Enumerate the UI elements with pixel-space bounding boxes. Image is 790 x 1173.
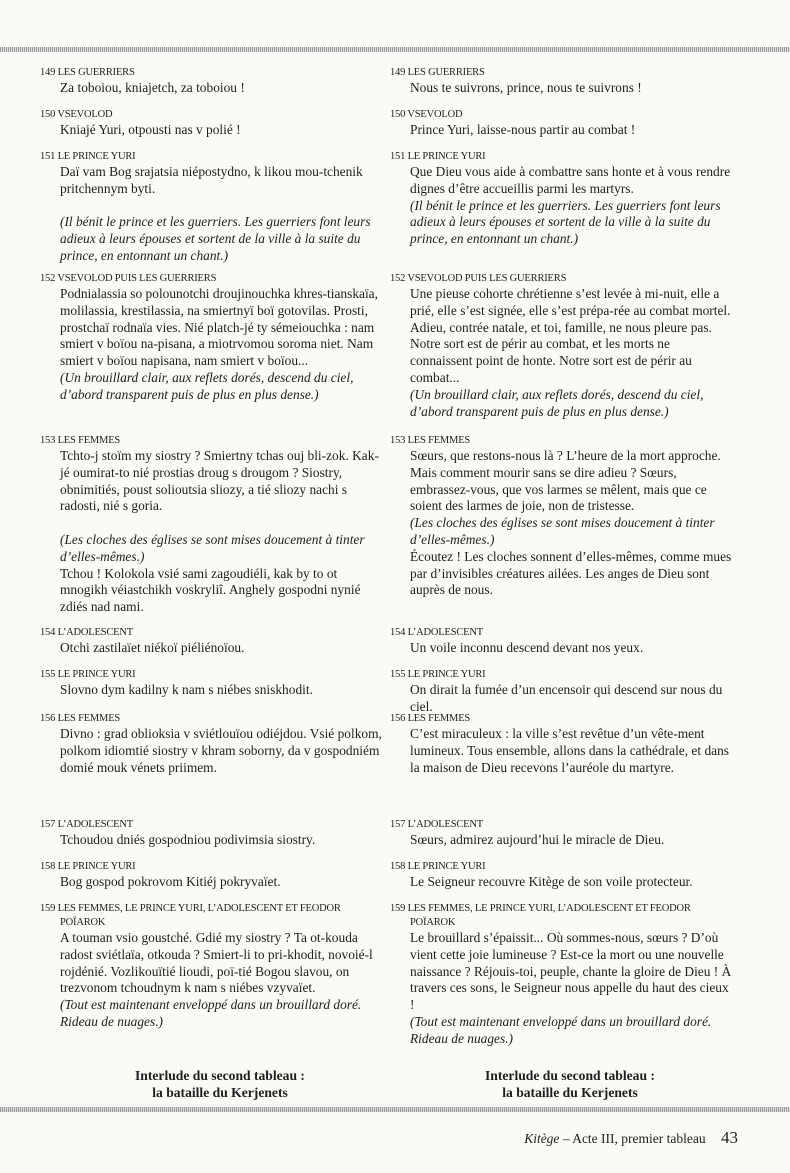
dialogue-text (390, 286, 732, 420)
stage-direction: (Il bénit le prince et les guerriers. Les guerriers font leurs adieux à leurs épouses et sortent de la ville à la suite du prince, en entonnant un chant.) (60, 214, 371, 263)
dialogue-entry (390, 668, 732, 716)
dialogue-entry (40, 272, 382, 404)
stage-direction: (Tout est maintenant enveloppé dans un brouillard doré. Rideau de nuages.) (410, 1013, 712, 1046)
stage-direction: (Un brouillard clair, aux reflets dorés, descend du ciel, d’abord transparent puis de plus en plus dense.) (60, 369, 354, 402)
stage-direction: (Il bénit le prince et les guerriers. Les guerriers font leurs adieux à leurs épouses et sortent de la ville à la suite du prince, en entonnant un chant.) (410, 197, 721, 247)
dialogue-line: Sœurs, que restons-nous là ? L’heure de la mort approche. Mais comment mourir sans se dire adieu ? Sœurs, embrassez-vous, que vos larmes se mêlent, mais que ce soient des larmes de joie, non de tristesse. (410, 448, 721, 514)
dialogue-text (390, 832, 732, 849)
dialogue-entry (40, 860, 382, 891)
dialogue-entry (40, 818, 382, 849)
interlude-line-1: Interlude du second tableau : (485, 1068, 655, 1083)
bottom-border (0, 1107, 790, 1112)
dialogue-entry (390, 434, 732, 599)
dialogue-line: Le Seigneur recouvre Kitège de son voile protecteur. (410, 874, 693, 889)
dialogue-entry (390, 108, 732, 139)
dialogue-text (390, 726, 732, 776)
dialogue-entry (390, 902, 732, 1048)
speaker-heading-cont: POÏAROK (410, 917, 456, 928)
interlude-line-1: Interlude du second tableau : (135, 1068, 305, 1083)
speaker-heading-cont: POÏAROK (60, 917, 106, 928)
dialogue-line: On dirait la fumée d’un encensoir qui descend sur nous du ciel. (410, 682, 723, 714)
dialogue-line: Daï vam Bog srajatsia niépostydno, k likou mou-tchenik pritchennym byti. (60, 164, 363, 196)
speaker-heading: 158 LE PRINCE YURI (40, 861, 136, 872)
dialogue-line: Sœurs, admirez aujourd’hui le miracle de Dieu. (410, 832, 665, 847)
speaker-heading: 151 LE PRINCE YURI (390, 151, 486, 162)
speaker-heading: 157 L’ADOLESCENT (40, 819, 133, 830)
speaker-heading: 156 LES FEMMES (390, 713, 471, 724)
speaker-heading: 153 LES FEMMES (40, 435, 121, 446)
dialogue-text (390, 164, 732, 248)
dialogue-line: A touman vsio goustché. Gdié my siostry ? Ta ot-kouda radost sviétlaïa, otkouda ? Smiert-li to pri-khodit, novoié-l rojdénié. Vozlikouïtié lioudi, poï-tié Bogou slavou, on trezvonom tchoudnym k nam s niébes vzyvaïet. (60, 930, 373, 996)
speaker-heading: 151 LE PRINCE YURI (40, 151, 136, 162)
speaker-heading: 156 LES FEMMES (40, 713, 121, 724)
dialogue-entry (40, 626, 382, 657)
dialogue-entry (40, 712, 382, 776)
dialogue-entry (40, 150, 382, 265)
dialogue-text (390, 682, 732, 716)
dialogue-text (40, 916, 382, 1031)
stage-direction: (Un brouillard clair, aux reflets dorés, descend du ciel, d’abord transparent puis de plus en plus dense.) (410, 386, 704, 419)
page-footer (524, 1128, 738, 1148)
dialogue-line: Prince Yuri, laisse-nous partir au combat ! (410, 122, 636, 137)
dialogue-entry (390, 626, 732, 657)
stage-direction: (Tout est maintenant enveloppé dans un brouillard doré. Rideau de nuages.) (60, 997, 362, 1029)
dialogue-line: Tchto-j stoïm my siostry ? Smiertny tchas ouj bli-zok. Kak-jé oumirat-to nié prostias droug s drougom ? Siostry, obnimitiés, poust solioutsia sliozy, a tié sliozy nachi s radosti, nié s goria. (60, 448, 379, 514)
dialogue-line: Nous te suivrons, prince, nous te suivrons ! (410, 80, 642, 95)
speaker-heading: 152 VSEVOLOD PUIS LES GUERRIERS (390, 273, 567, 284)
stage-direction: (Les cloches des églises se sont mises doucement à tinter d’elles-mêmes.) (60, 531, 365, 564)
dialogue-text (40, 640, 382, 657)
interlude-title-russian (60, 1068, 380, 1102)
speaker-heading: 152 VSEVOLOD PUIS LES GUERRIERS (40, 273, 217, 284)
speaker-heading: 158 LE PRINCE YURI (390, 861, 486, 872)
dialogue-line: Une pieuse cohorte chrétienne s’est levée à mi-nuit, elle a prié, elle s’est signée, elle s’est prépa-rée au combat mortel. Adieu, contrée natale, et toi, famille, ne nous pleure pas. Notre sort est de périr au combat, et les morts ne connaissent point de honte. Notre sort est de périr au combat... (410, 286, 731, 385)
dialogue-line: Que Dieu vous aide à combattre sans honte et à vous rendre dignes d’être accueillis parmi les martyrs. (410, 164, 731, 196)
interlude-title-french (410, 1068, 730, 1102)
dialogue-text (390, 448, 732, 599)
dialogue-line: Un voile inconnu descend devant nos yeux. (410, 640, 644, 655)
speaker-heading: 157 L’ADOLESCENT (390, 819, 483, 830)
dialogue-text (40, 164, 382, 265)
dialogue-entry (390, 712, 732, 776)
dialogue-text (390, 122, 732, 139)
dialogue-entry (40, 434, 382, 616)
dialogue-line: Podnialassia so polounotchi droujinouchka khres-tianskaïa, molilassia, krestilassia, na smiertnyï boï gotovilas. Prosti, prostchaï rodnaïa vies. Nié platch-jé ty sémeiouchka : nam smiert v boïou na-pisana, a miotrvomou soroma niet. Nam smiert v boïou napisana, nam smiert v boïou... (60, 286, 378, 369)
speaker-heading: 155 LE PRINCE YURI (40, 669, 136, 680)
dialogue-entry (390, 860, 732, 891)
dialogue-text (40, 448, 382, 616)
dialogue-text (40, 832, 382, 849)
dialogue-text (40, 682, 382, 699)
dialogue-entry (390, 272, 732, 420)
dialogue-line: Tchou ! Kolokola vsié sami zagoudiéli, kak by to ot mnogikh véiastchikh voskryliî. Anghely gospodni nynié zdiés nad nami. (60, 565, 361, 615)
speaker-heading: 154 L’ADOLESCENT (40, 627, 133, 638)
stage-direction: (Les cloches des églises se sont mises doucement à tinter d’elles-mêmes.) (410, 515, 715, 547)
dialogue-entry (390, 66, 732, 97)
speaker-heading: 149 LES GUERRIERS (40, 67, 135, 78)
dialogue-text (390, 80, 732, 97)
dialogue-line: Tchoudou dniés gospodniou podivimsia siostry. (60, 832, 316, 847)
dialogue-text (40, 726, 382, 776)
interlude-line-2: la bataille du Kerjenets (502, 1084, 638, 1100)
page-number: 43 (721, 1128, 738, 1147)
speaker-heading: 159 LES FEMMES, LE PRINCE YURI, L’ADOLESCENT ET FEODOR (40, 903, 341, 914)
speaker-heading: 153 LES FEMMES (390, 435, 471, 446)
dialogue-text (40, 286, 382, 404)
section-label: – Acte III, premier tableau (559, 1131, 706, 1146)
dialogue-text (40, 80, 382, 97)
speaker-heading: 149 LES GUERRIERS (390, 67, 485, 78)
dialogue-entry (390, 818, 732, 849)
dialogue-text (40, 122, 382, 139)
dialogue-entry (40, 66, 382, 97)
dialogue-entry (40, 668, 382, 699)
dialogue-text (40, 874, 382, 891)
dialogue-line: Bog gospod pokrovom Kitiéj pokryvaïet. (60, 874, 281, 889)
dialogue-entry (390, 150, 732, 248)
dialogue-line: Écoutez ! Les cloches sonnent d’elles-mêmes, comme mues par d’invisibles créatures ailées. Les anges de Dieu sont auprès de nous. (410, 548, 732, 598)
speaker-heading: 159 LES FEMMES, LE PRINCE YURI, L’ADOLESCENT ET FEODOR (390, 903, 691, 914)
dialogue-entry (40, 108, 382, 139)
dialogue-line: Divno : grad oblioksia v sviétlouïou odiéjdou. Vsié polkom, polkom idiomtié siostry v khram soborny, da v gospodniém domié mouk vénets priimem. (60, 726, 382, 775)
dialogue-line: Slovno dym kadilny k nam s niébes sniskhodit. (60, 682, 313, 697)
dialogue-line: Otchi zastilaïet niékoï piéliénoïou. (60, 640, 245, 655)
dialogue-line: Za toboiou, kniajetch, za toboiou ! (60, 80, 245, 95)
dialogue-text (390, 640, 732, 657)
speaker-heading: 155 LE PRINCE YURI (390, 669, 486, 680)
dialogue-text (390, 916, 732, 1048)
work-title: Kitège (524, 1131, 560, 1146)
speaker-heading: 150 VSEVOLOD (40, 109, 113, 120)
speaker-heading: 150 VSEVOLOD (390, 109, 463, 120)
dialogue-line: C’est miraculeux : la ville s’est revêtue d’un vête-ment lumineux. Tous ensemble, allons dans la cathédrale, et dans la maison de Dieu recevons l’auréole du martyre. (410, 726, 729, 775)
interlude-line-2: la bataille du Kerjenets (152, 1084, 288, 1100)
dialogue-line: Kniajé Yuri, otpousti nas v polié ! (60, 122, 241, 137)
speaker-heading: 154 L’ADOLESCENT (390, 627, 483, 638)
dialogue-line: Le brouillard s’épaissit... Où sommes-nous, sœurs ? D’où vient cette joie lumineuse ? Est-ce la mort ou une nouvelle naissance ? Réjouis-toi, peuple, chante la gloire de Dieu ! À travers ces sons, le Seigneur nous appelle du haut des cieux ! (410, 930, 732, 1013)
dialogue-entry (40, 902, 382, 1031)
dialogue-text (390, 874, 732, 891)
top-border (0, 47, 790, 52)
